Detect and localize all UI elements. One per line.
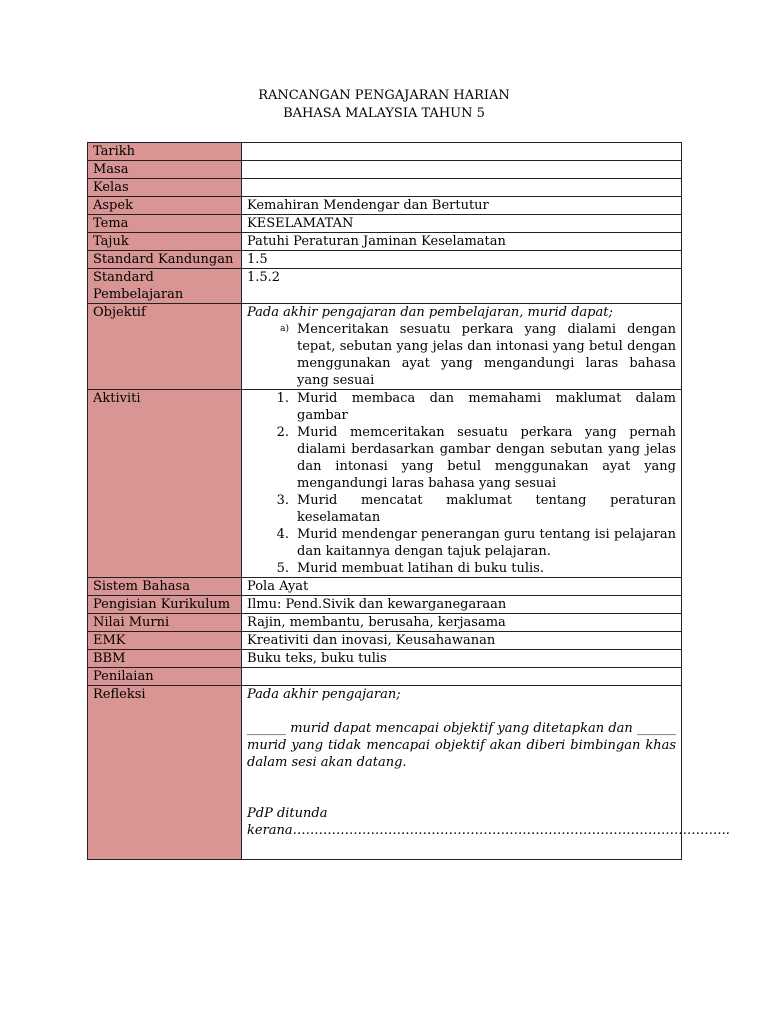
row-tajuk: [88, 233, 682, 251]
aktiviti-item-number: 4.: [276, 527, 289, 542]
aktiviti-item-text: Murid memceritakan sesuatu perkara yang pernah dialami berdasarkan gambar dengan sebutan yang jelas dan intonasi yang betul menggunakan ayat yang mengandungi laras bahasa yang sesuai: [297, 425, 676, 491]
row-aspek: [88, 197, 682, 215]
value-tajuk: Patuhi Peraturan Jaminan Keselamatan: [242, 233, 682, 251]
row-tarikh: [88, 143, 682, 161]
document-title: RANCANGAN PENGAJARAN HARIAN: [258, 88, 510, 103]
row-kelas: [88, 179, 682, 197]
document-subtitle: BAHASA MALAYSIA TAHUN 5: [283, 106, 485, 121]
aktiviti-item: [247, 526, 676, 560]
aktiviti-item: [247, 560, 676, 577]
label-nilai-murni: Nilai Murni: [88, 614, 242, 632]
aktiviti-item: [247, 424, 676, 492]
row-aktiviti: [88, 390, 682, 578]
label-masa: Masa: [88, 161, 242, 179]
row-standard-pembelajaran: [88, 269, 682, 304]
label-bbm: BBM: [88, 650, 242, 668]
value-emk: Kreativiti dan inovasi, Keusahawanan: [242, 632, 682, 650]
aktiviti-item-text: Murid membaca dan memahami maklumat dalam gambar: [297, 391, 676, 423]
value-standard-pembelajaran: 1.5.2: [242, 269, 682, 304]
row-sistem-bahasa: [88, 578, 682, 596]
row-standard-kandungan: [88, 251, 682, 269]
aktiviti-item-text: Murid mendengar penerangan guru tentang isi pelajaran dan kaitannya dengan tajuk pelajaran.: [297, 527, 676, 559]
label-aspek: Aspek: [88, 197, 242, 215]
label-emk: EMK: [88, 632, 242, 650]
aktiviti-item: [247, 492, 676, 526]
label-kelas: Kelas: [88, 179, 242, 197]
refleksi-intro: Pada akhir pengajaran;: [247, 687, 401, 702]
label-standard-kandungan: Standard Kandungan: [88, 251, 242, 269]
value-objektif: [242, 304, 682, 390]
row-masa: [88, 161, 682, 179]
label-pengisian-kurikulum: Pengisian Kurikulum: [88, 596, 242, 614]
aktiviti-item-text: Murid mencatat maklumat tentang peraturan keselamatan: [297, 493, 676, 525]
row-penilaian: [88, 668, 682, 686]
objektif-intro: Pada akhir pengajaran dan pembelajaran, murid dapat;: [247, 305, 613, 320]
value-refleksi: [242, 686, 730, 860]
value-standard-kandungan: 1.5: [242, 251, 682, 269]
refleksi-achievement-text: ______ murid dapat mencapai objektif yang ditetapkan dan ______ murid yang tidak mencapai objektif akan diberi bimbingan khas dalam sesi akan datang.: [247, 721, 676, 770]
row-objektif: [88, 304, 682, 390]
lesson-plan-table: [87, 142, 730, 860]
value-sistem-bahasa: Pola Ayat: [242, 578, 682, 596]
label-sistem-bahasa: Sistem Bahasa: [88, 578, 242, 596]
value-nilai-murni: Rajin, membantu, berusaha, kerjasama: [242, 614, 682, 632]
value-masa: [242, 161, 682, 179]
aktiviti-item-number: 5.: [276, 561, 289, 576]
objektif-item-text: Menceritakan sesuatu perkara yang dialami dengan tepat, sebutan yang jelas dan intonasi yang betul dengan menggunakan ayat yang mengandungi laras bahasa yang sesuai: [297, 322, 676, 388]
label-refleksi: Refleksi: [88, 686, 242, 860]
aktiviti-item-number: 1.: [276, 391, 289, 406]
value-bbm: Buku teks, buku tulis: [242, 650, 682, 668]
value-pengisian-kurikulum: Ilmu: Pend.Sivik dan kewarganegaraan: [242, 596, 682, 614]
value-penilaian: [242, 668, 682, 686]
refleksi-postponed-label: PdP ditunda: [247, 806, 328, 821]
label-standard-pembelajaran: Standard Pembelajaran: [88, 269, 242, 304]
row-pengisian-kurikulum: [88, 596, 682, 614]
value-tema: KESELAMATAN: [242, 215, 682, 233]
label-aktiviti: Aktiviti: [88, 390, 242, 578]
aktiviti-item-number: 3.: [276, 493, 289, 508]
refleksi-reason-line: kerana………………………………………………………………………………………..: [247, 823, 730, 838]
value-aktiviti: [242, 390, 682, 578]
value-kelas: [242, 179, 682, 197]
row-bbm: [88, 650, 682, 668]
value-aspek: Kemahiran Mendengar dan Bertutur: [242, 197, 682, 215]
label-tema: Tema: [88, 215, 242, 233]
label-tajuk: Tajuk: [88, 233, 242, 251]
aktiviti-item-number: 2.: [276, 425, 289, 440]
label-penilaian: Penilaian: [88, 668, 242, 686]
row-nilai-murni: [88, 614, 682, 632]
row-tema: [88, 215, 682, 233]
label-tarikh: Tarikh: [88, 143, 242, 161]
aktiviti-item: [247, 390, 676, 424]
objektif-item-marker: a): [280, 324, 289, 334]
row-refleksi: [88, 686, 682, 860]
label-objektif: Objektif: [88, 304, 242, 390]
value-tarikh: [242, 143, 682, 161]
row-emk: [88, 632, 682, 650]
objektif-item: [247, 321, 676, 389]
aktiviti-item-text: Murid membuat latihan di buku tulis.: [297, 561, 544, 576]
